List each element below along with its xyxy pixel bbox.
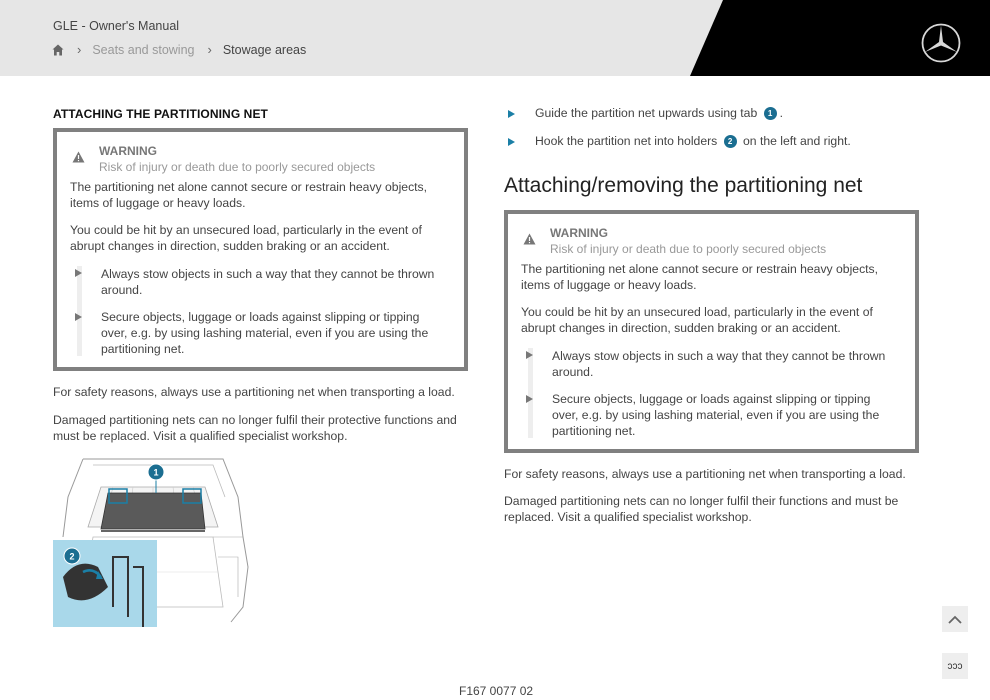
- warning-box-right: [504, 210, 919, 453]
- warning-subtitle: Risk of injury or death due to poorly secured objects: [550, 242, 827, 256]
- chevron-right-icon: ›: [207, 42, 212, 57]
- chevron-up-icon: [948, 615, 962, 624]
- breadcrumb-item-current: Stowage areas: [222, 42, 307, 57]
- warning-title: WARNING: [99, 144, 157, 158]
- bullet-arrow-icon: [526, 395, 533, 403]
- warning-bullet: Always stow objects in such a way that they cannot be thrown around.: [101, 267, 435, 297]
- warning-subtitle: Risk of injury or death due to poorly secured objects: [99, 160, 376, 174]
- warning-paragraph: You could be hit by an unsecured load, particularly in the event of abrupt changes in direction, sudden braking or an accident.: [521, 305, 873, 335]
- svg-text:1: 1: [153, 467, 159, 478]
- warning-title: WARNING: [550, 226, 608, 240]
- bullet-arrow-icon: [75, 313, 82, 321]
- breadcrumb-item-seats[interactable]: Seats and stowing: [92, 42, 195, 57]
- brand-star-logo: [920, 22, 962, 64]
- bullet-bar: [528, 348, 533, 438]
- svg-text:2: 2: [69, 551, 75, 562]
- scroll-top-button[interactable]: [942, 606, 968, 632]
- callout-badge-1: 1: [764, 107, 777, 120]
- warning-bullet: Always stow objects in such a way that they cannot be thrown around.: [552, 349, 886, 379]
- step-arrow-icon: [508, 138, 515, 146]
- breadcrumb: [52, 42, 306, 57]
- damaged-paragraph-left: Damaged partitioning nets can no longer fulfil their protective functions and must be replaced. Visit a qualified specialist workshop.: [53, 413, 457, 443]
- warning-triangle-icon: [72, 151, 85, 163]
- share-icon: ɔɔɔ: [947, 660, 963, 672]
- damaged-paragraph-right: Damaged partitioning nets can no longer fulfil their functions and must be replaced. Visit a qualified specialist workshop.: [504, 494, 899, 524]
- safety-paragraph-left: For safety reasons, always use a partitioning net when transporting a load.: [53, 385, 455, 399]
- bullet-arrow-icon: [75, 269, 82, 277]
- warning-triangle-icon: [523, 233, 536, 245]
- bullet-bar: [77, 266, 82, 356]
- warning-box-left: [53, 128, 468, 371]
- home-icon[interactable]: [52, 44, 64, 56]
- step-guide-net: Guide the partition net upwards using tab 1 .: [535, 106, 784, 120]
- bullet-arrow-icon: [526, 351, 533, 359]
- warning-bullet: Secure objects, luggage or loads against slipping or tipping over, e.g. by using lashing material, even if you are using the partitioning net.: [101, 310, 429, 356]
- callout-badge-2: 2: [724, 135, 737, 148]
- safety-paragraph-right: For safety reasons, always use a partitioning net when transporting a load.: [504, 467, 906, 481]
- step-arrow-icon: [508, 110, 515, 118]
- warning-paragraph: The partitioning net alone cannot secure or restrain heavy objects, items of luggage or heavy loads.: [70, 180, 428, 210]
- warning-paragraph: The partitioning net alone cannot secure or restrain heavy objects, items of luggage or heavy loads.: [521, 262, 879, 292]
- share-button[interactable]: [942, 653, 968, 679]
- figure-code: F167 0077 02: [459, 684, 534, 698]
- warning-bullet: Secure objects, luggage or loads against slipping or tipping over, e.g. by using lashing material, even if you are using the partitioning net.: [552, 392, 880, 438]
- chevron-right-icon: ›: [77, 42, 82, 57]
- section-heading-right: Attaching/removing the partitioning net: [504, 174, 863, 197]
- section-heading-left: ATTACHING THE PARTITIONING NET: [53, 107, 268, 121]
- step-hook-net: Hook the partition net into holders 2 on the left and right.: [535, 134, 851, 148]
- manual-title: GLE - Owner's Manual: [53, 19, 180, 33]
- warning-paragraph: You could be hit by an unsecured load, particularly in the event of abrupt changes in direction, sudden braking or an accident.: [70, 223, 422, 253]
- partition-net-illustration: [53, 457, 253, 627]
- header-bar: [0, 0, 990, 76]
